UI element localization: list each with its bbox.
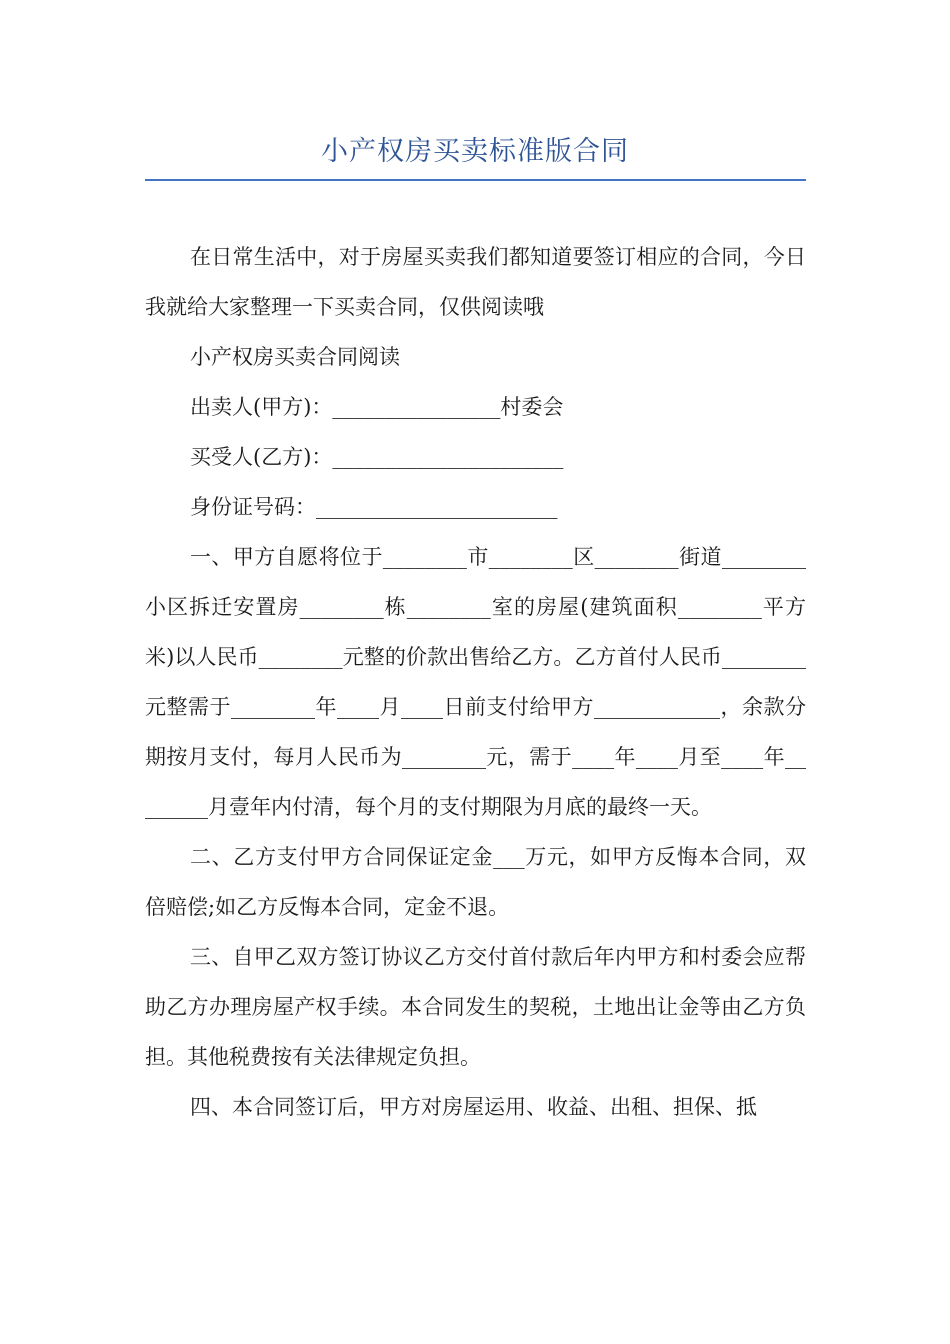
clause-2: 二、乙方支付甲方合同保证定金___万元，如甲方反悔本合同，双倍赔偿;如乙方反悔本合同，定金不退。 (145, 845, 806, 919)
document-title: 小产权房买卖标准版合同 (321, 136, 629, 167)
buyer-line: 买受人(乙方)：______________________ (190, 445, 564, 469)
document-body (145, 232, 806, 1132)
title-underline (145, 179, 806, 181)
seller-line: 出卖人(甲方)：________________村委会 (190, 395, 564, 419)
clause-4: 四、本合同签订后，甲方对房屋运用、收益、出租、担保、抵 (190, 1095, 757, 1119)
contract-subtitle: 小产权房买卖合同阅读 (190, 345, 400, 369)
clause-1: 一、甲方自愿将位于________市________区________街道________小区拆迁安置房________栋________室的房屋(建筑面积________平方米)以人民币________元整的价款出售给乙方。乙方首付人民币________元整需于________年____月____日前支付给甲方____________，余款分期按月支付，每月人民币为________元，需于____年____月至____年________月壹年内付清，每个月的支付期限为月底的最终一天。 (145, 545, 806, 819)
intro-paragraph: 在日常生活中，对于房屋买卖我们都知道要签订相应的合同，今日我就给大家整理一下买卖合同，仅供阅读哦 (145, 245, 806, 319)
id-number-line: 身份证号码：_______________________ (190, 495, 558, 519)
clause-3: 三、自甲乙双方签订协议乙方交付首付款后年内甲方和村委会应帮助乙方办理房屋产权手续。本合同发生的契税，土地出让金等由乙方负担。其他税费按有关法律规定负担。 (145, 945, 806, 1069)
